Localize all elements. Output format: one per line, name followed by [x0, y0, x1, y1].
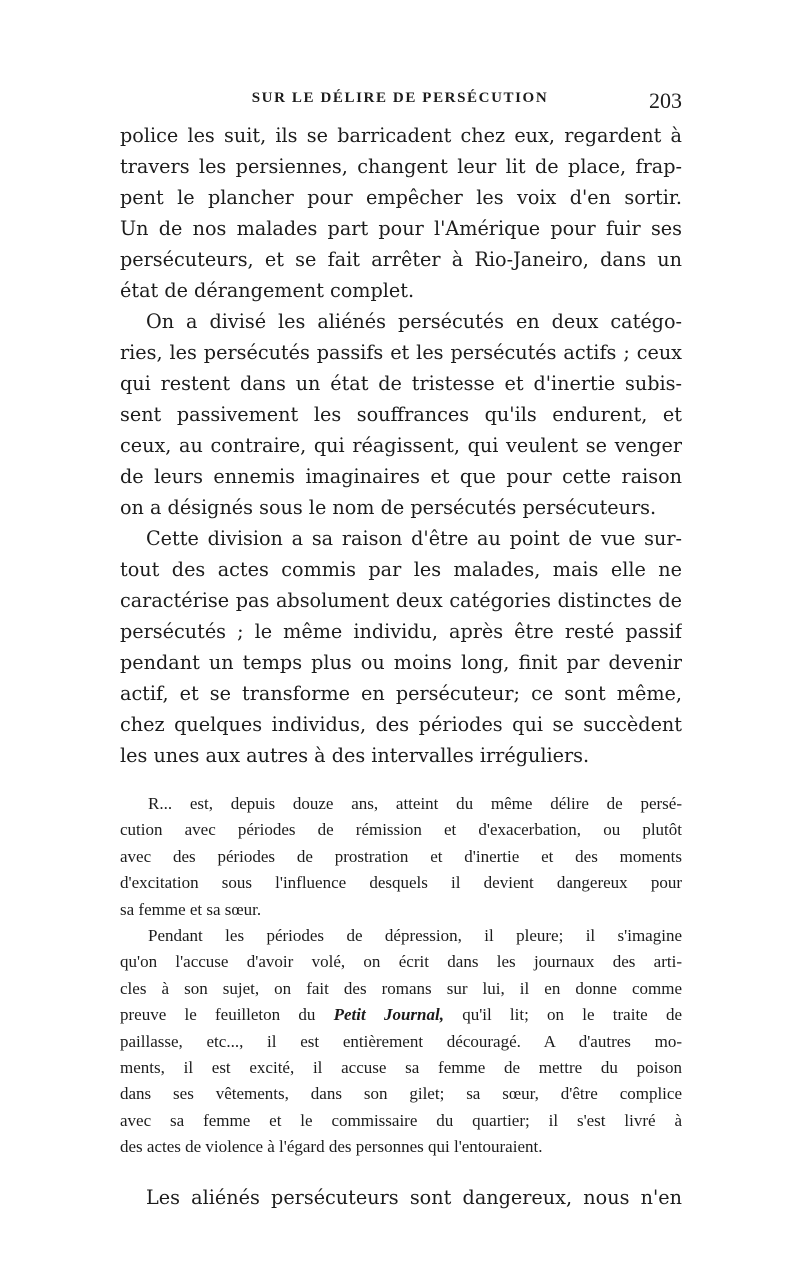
text-line: de leurs ennemis imaginaires et que pour cette raison — [120, 465, 682, 488]
text-line: police les suit, ils se barricadent chez eux, regardent à — [120, 124, 682, 147]
case-note — [120, 791, 682, 1160]
page-number: 203 — [649, 88, 682, 113]
text-line: les unes aux autres à des intervalles irréguliers. — [120, 744, 590, 767]
text-line: actif, et se transforme en persécuteur; ce sont même, — [120, 682, 682, 705]
note-paragraph-1 — [120, 791, 682, 923]
paragraph-4 — [120, 1182, 682, 1213]
note-paragraph-2 — [120, 923, 682, 1161]
note-line: cles à son sujet, on fait des romans sur lui, il en donne comme — [120, 978, 682, 998]
text-line: pendant un temps plus ou moins long, finit par devenir — [120, 651, 682, 674]
text-line: état de dérangement complet. — [120, 279, 415, 302]
text-line: persécutés ; le même individu, après être resté passif — [120, 620, 682, 643]
text-line: caractérise pas absolument deux catégories distinctes de — [120, 589, 682, 612]
text-line: chez quelques individus, des périodes qui se succèdent — [120, 713, 682, 736]
text-line: sent passivement les souffrances qu'ils endurent, et — [120, 403, 682, 426]
text-line: on a désignés sous le nom de persécutés persécuteurs. — [120, 496, 657, 519]
note-line: ments, il est excité, il accuse sa femme de mettre du poison — [120, 1057, 682, 1077]
text-line: tout des actes commis par les malades, mais elle ne — [120, 558, 682, 581]
paragraph-1 — [120, 120, 682, 306]
text-line: Un de nos malades part pour l'Amérique pour fuir ses — [120, 217, 682, 240]
paragraph-2 — [120, 306, 682, 523]
note-line: d'excitation sous l'influence desquels il devient dangereux pour — [120, 873, 682, 893]
text-line: persécuteurs, et se fait arrêter à Rio-Janeiro, dans un — [120, 248, 682, 271]
text-line: qui restent dans un état de tristesse et d'inertie subis- — [120, 372, 682, 395]
note-line: dans ses vêtements, dans son gilet; sa sœur, d'être complice — [120, 1084, 682, 1104]
newspaper-title: Petit Journal, — [333, 1005, 444, 1025]
paragraph-3 — [120, 523, 682, 771]
text-line: ceux, au contraire, qui réagissent, qui veulent se venger — [120, 434, 682, 457]
note-line: cution avec périodes de rémission et d'exacerbation, ou plutôt — [120, 820, 682, 840]
note-line: sa femme et sa sœur. — [120, 899, 262, 919]
note-line: avec sa femme et le commissaire du quartier; il s'est livré à — [120, 1110, 682, 1130]
note-line: R... est, depuis douze ans, atteint du même délire de persé- — [148, 794, 682, 813]
text-line: On a divisé les aliénés persécutés en deux catégo- — [146, 310, 682, 333]
text-line: travers les persiennes, changent leur lit de place, frap- — [120, 155, 682, 178]
note-line: paillasse, etc..., il est entièrement découragé. A d'autres mo- — [120, 1031, 682, 1051]
body-text — [120, 120, 682, 1213]
note-text: preuve le feuilleton du — [120, 1005, 334, 1025]
text-line: pent le plancher pour empêcher les voix d'en sortir. — [120, 186, 682, 209]
text-line: Cette division a sa raison d'être au point de vue sur- — [146, 527, 682, 550]
text-line: Les aliénés persécuteurs sont dangereux, nous n'en — [146, 1186, 682, 1210]
note-text: qu'il lit; on le traite de — [443, 1005, 682, 1025]
note-line: des actes de violence à l'égard des personnes qui l'entouraient. — [120, 1137, 543, 1157]
note-line: qu'on l'accuse d'avoir volé, on écrit dans les journaux des arti- — [120, 952, 682, 972]
note-line — [120, 1002, 682, 1028]
text-line: ries, les persécutés passifs et les persécutés actifs ; ceux — [120, 341, 682, 364]
running-head — [120, 88, 682, 116]
note-line: avec des périodes de prostration et d'inertie et des moments — [120, 846, 682, 866]
running-title: SUR LE DÉLIRE DE PERSÉCUTION — [251, 90, 549, 106]
note-line: Pendant les périodes de dépression, il pleure; il s'imagine — [148, 925, 682, 945]
